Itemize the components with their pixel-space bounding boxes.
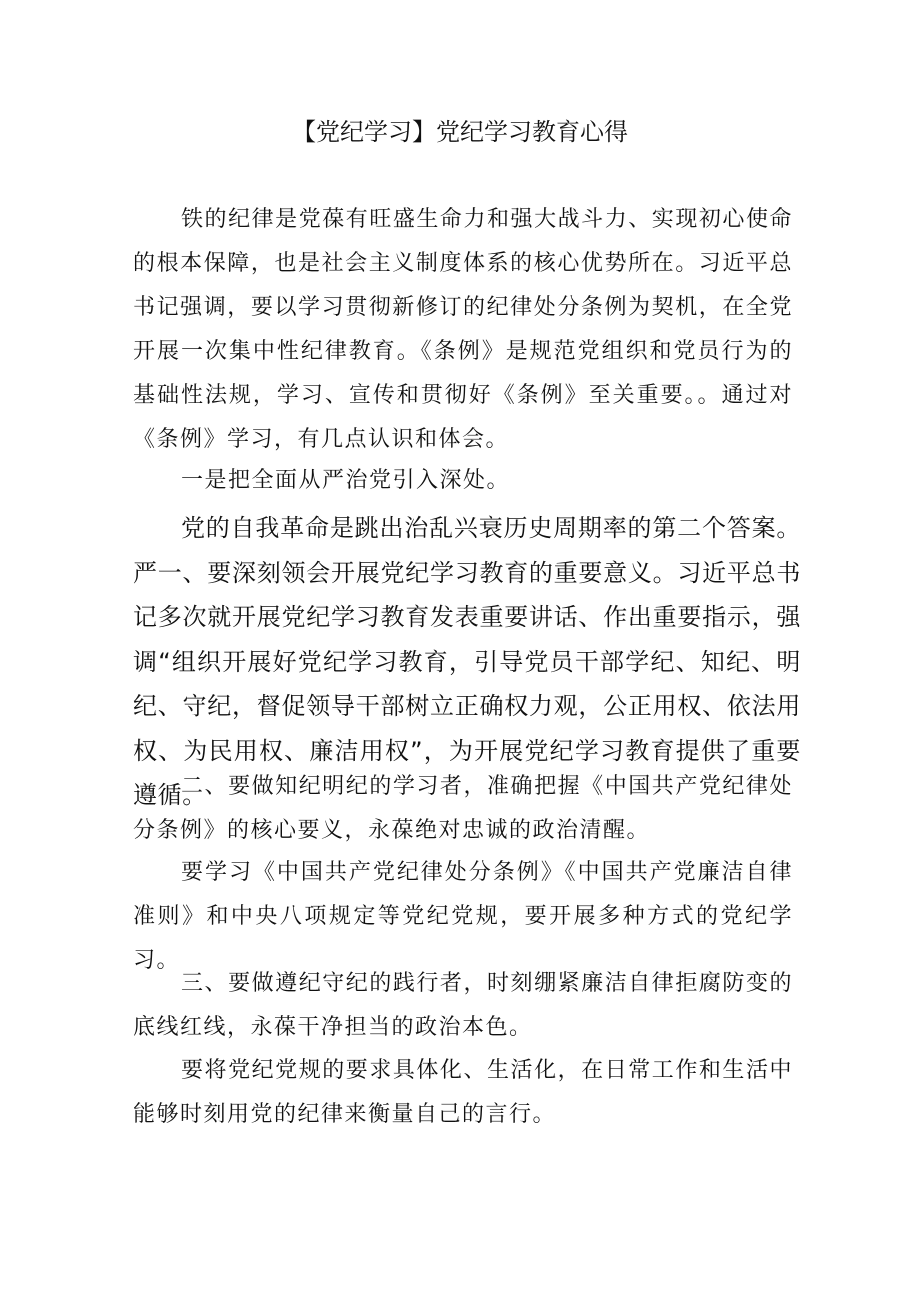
paragraph-point-two-heading: 二、要做知纪明纪的学习者，准确把握《中国共产党纪律处分条例》的核心要义，永葆绝对忠诚的政治清醒。: [133, 774, 793, 843]
paragraph-point-three-heading: 三、要做遵纪守纪的践行者，时刻绷紧廉洁自律拒腐防变的底线红线，永葆干净担当的政治本色。: [133, 971, 793, 1040]
paragraph-self-revolution: 党的自我革命是跳出治乱兴衰历史周期率的第二个答案。严一、要深刻领会开展党纪学习教育的重要意义。习近平总书记多次就开展党纪学习教育发表重要讲话、作出重要指示，强调“组织开展好党纪学习教育，引导党员干部学纪、知纪、明纪、守纪，督促领导干部树立正确权力观，公正用权、依法用权、为民用权、廉洁用权”，为开展党纪学习教育提供了重要遵循。: [133, 514, 801, 809]
document-title: 【党纪学习】党纪学习教育心得: [292, 118, 628, 146]
paragraph-point-two-body: 要学习《中国共产党纪律处分条例》《中国共产党廉洁自律准则》和中央八项规定等党纪党规，要开展多种方式的党纪学习。: [133, 860, 793, 973]
paragraph-intro: 铁的纪律是党葆有旺盛生命力和强大战斗力、实现初心使命的根本保障，也是社会主义制度体系的核心优势所在。习近平总书记强调，要以学习贯彻新修订的纪律处分条例为契机，在全党开展一次集中性纪律教育。《条例》是规范党组织和党员行为的基础性法规，学习、宣传和贯彻好《条例》至关重要。。通过对《条例》学习，有几点认识和体会。: [133, 207, 793, 452]
paragraph-point-one: 一是把全面从严治党引入深处。: [181, 468, 511, 493]
paragraph-point-three-body: 要将党纪党规的要求具体化、生活化，在日常工作和生活中能够时刻用党的纪律来衡量自己的言行。: [133, 1058, 793, 1127]
